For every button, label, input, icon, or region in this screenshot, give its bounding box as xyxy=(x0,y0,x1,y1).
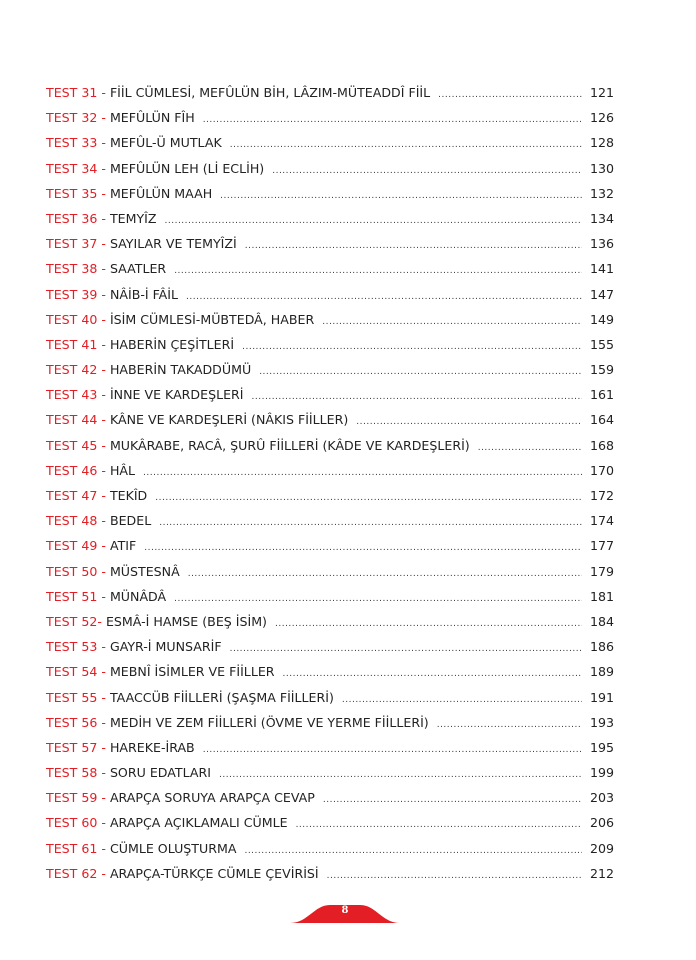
toc-entry xyxy=(46,80,614,105)
toc-entry xyxy=(46,433,614,458)
page-reference: 159 xyxy=(589,362,614,378)
page-reference: 195 xyxy=(589,739,614,755)
toc-entry xyxy=(46,861,614,886)
page-reference: 132 xyxy=(589,185,614,201)
test-separator: - xyxy=(97,85,110,100)
dot-leader xyxy=(155,486,582,511)
dot-leader xyxy=(478,436,582,461)
test-number: TEST 35 xyxy=(46,185,98,201)
page-reference: 191 xyxy=(589,689,614,705)
test-separator: - xyxy=(97,790,110,806)
test-title: BEDEL xyxy=(109,513,152,529)
test-title: SAATLER xyxy=(109,261,167,277)
toc-entry xyxy=(46,508,614,533)
test-number: TEST 32 xyxy=(46,110,98,126)
test-number: TEST 42 xyxy=(46,362,98,378)
page-reference: 170 xyxy=(589,462,614,478)
toc-entry xyxy=(46,357,614,382)
page-reference: 206 xyxy=(589,815,614,831)
test-number: TEST 47 xyxy=(46,488,98,503)
page-reference: 193 xyxy=(589,714,614,730)
dot-leader xyxy=(245,234,582,259)
test-title: İSİM CÜMLESİ-MÜBTEDÂ, HABER xyxy=(109,311,315,327)
page-reference: 177 xyxy=(589,538,614,554)
test-title: HAREKE-İRAB xyxy=(109,739,195,755)
test-separator: - xyxy=(97,513,110,529)
toc-entry xyxy=(46,332,614,357)
test-number: TEST 38 xyxy=(46,261,98,277)
test-title: SORU EDATLARI xyxy=(109,765,211,781)
toc-entry xyxy=(46,105,614,130)
dot-leader xyxy=(174,259,582,284)
test-title: MEDİH VE ZEM FİİLLERİ (ÖVME VE YERME FİİLLERİ) xyxy=(109,714,429,730)
test-number: TEST 53 xyxy=(46,639,98,655)
test-separator: - xyxy=(97,135,110,151)
test-number: TEST 49 xyxy=(46,538,98,554)
test-number: TEST 46 xyxy=(46,462,98,478)
page-reference: 141 xyxy=(589,261,614,277)
test-separator: - xyxy=(97,563,110,579)
test-title: FİİL CÜMLESİ, MEFÛLÜN BİH, LÂZIM-MÜTEADDÎ FİİL xyxy=(109,85,431,100)
test-title: MEFÛLÜN LEH (Lİ ECLİH) xyxy=(109,160,265,176)
page-reference: 212 xyxy=(589,865,614,881)
page-reference: 184 xyxy=(589,613,614,629)
test-number: TEST 43 xyxy=(46,387,98,403)
page-reference: 181 xyxy=(589,588,614,604)
test-title: MÜNÂDÂ xyxy=(109,588,167,604)
test-number: TEST 58 xyxy=(46,765,98,781)
toc-entry xyxy=(46,483,614,508)
test-title: ARAPÇA SORUYA ARAPÇA CEVAP xyxy=(109,790,315,806)
page-reference: 199 xyxy=(589,765,614,781)
dot-leader xyxy=(188,562,582,587)
test-number: TEST 37 xyxy=(46,236,98,252)
dot-leader xyxy=(275,612,582,637)
test-number: TEST 36 xyxy=(46,210,98,226)
page-reference: 174 xyxy=(589,513,614,529)
page-reference: 126 xyxy=(589,110,614,126)
test-separator: - xyxy=(97,387,110,403)
test-title: HÂL xyxy=(109,462,136,478)
page-number: 8 xyxy=(341,905,349,916)
dot-leader xyxy=(144,536,582,561)
toc-entry xyxy=(46,609,614,634)
test-separator: - xyxy=(97,311,110,327)
test-separator: - xyxy=(97,488,110,503)
test-separator: - xyxy=(97,765,110,781)
page-number-tab xyxy=(290,903,400,925)
toc-entry xyxy=(46,785,614,810)
dot-leader xyxy=(322,310,582,335)
test-title: ARAPÇA AÇIKLAMALI CÜMLE xyxy=(109,815,288,831)
test-title: TAACCÜB FİİLLERİ (ŞAŞMA FİİLLERİ) xyxy=(109,689,334,705)
test-title: ESMÂ-İ HAMSE (BEŞ İSİM) xyxy=(105,613,267,629)
test-separator: - xyxy=(97,437,110,453)
test-title: İNNE VE KARDEŞLERİ xyxy=(109,387,244,403)
dot-leader xyxy=(203,108,582,133)
dot-leader xyxy=(143,461,582,486)
dot-leader xyxy=(259,360,582,385)
dot-leader xyxy=(230,133,582,158)
test-title: NÂİB-İ FÂİL xyxy=(109,286,179,302)
test-separator: - xyxy=(97,362,110,378)
page-reference: 149 xyxy=(589,311,614,327)
page-reference: 121 xyxy=(589,85,614,100)
test-title: HABERİN TAKADDÜMÜ xyxy=(109,362,252,378)
test-separator: - xyxy=(97,286,110,302)
test-separator: - xyxy=(97,210,110,226)
test-title: TEMYÎZ xyxy=(109,210,157,226)
test-separator: - xyxy=(97,236,110,252)
test-separator: - xyxy=(97,412,110,428)
test-separator: - xyxy=(97,462,110,478)
test-number: TEST 45 xyxy=(46,437,98,453)
page-reference: 168 xyxy=(589,437,614,453)
toc-entry xyxy=(46,634,614,659)
test-separator: - xyxy=(97,261,110,277)
page-reference: 179 xyxy=(589,563,614,579)
dot-leader xyxy=(437,713,582,738)
test-title: TEKÎD xyxy=(109,488,148,503)
test-title: MEFÛL-Ü MUTLAK xyxy=(109,135,222,151)
test-title: ARAPÇA-TÜRKÇE CÜMLE ÇEVİRİSİ xyxy=(109,865,319,881)
test-separator: - xyxy=(97,714,110,730)
test-title: MUKÂRABE, RACÂ, ŞURÛ FİİLLERİ (KÂDE VE KARDEŞLERİ) xyxy=(109,437,470,453)
test-title: CÜMLE OLUŞTURMA xyxy=(109,840,237,856)
dot-leader xyxy=(296,813,582,838)
page-reference: 209 xyxy=(589,840,614,856)
test-number: TEST 55 xyxy=(46,689,98,705)
test-separator: - xyxy=(97,739,110,755)
test-number: TEST 59 xyxy=(46,790,98,806)
test-number: TEST 34 xyxy=(46,160,98,176)
toc-entry xyxy=(46,407,614,432)
test-number: TEST 62 xyxy=(46,865,98,881)
test-separator: - xyxy=(97,664,110,680)
toc-entry xyxy=(46,307,614,332)
test-number: TEST 50 xyxy=(46,563,98,579)
test-title: MEFÛLÜN FÎH xyxy=(109,110,195,126)
toc-entry xyxy=(46,181,614,206)
page-reference: 189 xyxy=(589,664,614,680)
toc-entry xyxy=(46,282,614,307)
test-number: TEST 51 xyxy=(46,588,98,604)
test-title: SAYILAR VE TEMYÎZİ xyxy=(109,236,237,252)
test-separator: - xyxy=(97,639,110,655)
toc-entry xyxy=(46,760,614,785)
page-reference: 147 xyxy=(589,286,614,302)
test-number: TEST 48 xyxy=(46,513,98,529)
page-reference: 136 xyxy=(589,236,614,252)
test-title: KÂNE VE KARDEŞLERİ (NÂKIS FİİLLER) xyxy=(109,412,349,428)
test-title: MEBNÎ İSİMLER VE FİİLLER xyxy=(109,664,275,680)
test-number: TEST 54 xyxy=(46,664,98,680)
test-separator: - xyxy=(97,110,110,126)
dot-leader xyxy=(242,335,582,360)
dot-leader xyxy=(323,788,582,813)
toc-entry xyxy=(46,458,614,483)
test-number: TEST 39 xyxy=(46,286,98,302)
toc-entry xyxy=(46,231,614,256)
page-reference: 161 xyxy=(589,387,614,403)
test-number: TEST 44 xyxy=(46,412,98,428)
dot-leader xyxy=(203,738,582,763)
toc-entry xyxy=(46,685,614,710)
page-reference: 172 xyxy=(589,488,614,503)
toc-entry xyxy=(46,710,614,735)
toc-entry xyxy=(46,256,614,281)
toc-entry xyxy=(46,156,614,181)
toc-entry xyxy=(46,735,614,760)
test-separator: - xyxy=(97,815,110,831)
toc-entry xyxy=(46,130,614,155)
page-reference: 155 xyxy=(589,336,614,352)
test-number: TEST 31 xyxy=(46,85,98,100)
test-number: TEST 41 xyxy=(46,336,98,352)
toc-entry xyxy=(46,584,614,609)
page-reference: 128 xyxy=(589,135,614,151)
page-reference: 203 xyxy=(589,790,614,806)
dot-leader xyxy=(438,83,582,108)
dot-leader xyxy=(272,159,582,184)
dot-leader xyxy=(220,184,582,209)
test-separator: - xyxy=(97,588,110,604)
test-title: MÜSTESNÂ xyxy=(109,563,180,579)
page-reference: 186 xyxy=(589,639,614,655)
toc-entry xyxy=(46,836,614,861)
table-of-contents xyxy=(46,80,614,886)
test-number: TEST 40 xyxy=(46,311,98,327)
test-number: TEST 61 xyxy=(46,840,98,856)
page-reference: 164 xyxy=(589,412,614,428)
test-separator: - xyxy=(97,160,110,176)
toc-entry xyxy=(46,382,614,407)
test-number: TEST 60 xyxy=(46,815,98,831)
test-number: TEST 57 xyxy=(46,739,98,755)
test-separator: - xyxy=(97,336,110,352)
test-number: TEST 33 xyxy=(46,135,98,151)
test-number: TEST 52- xyxy=(46,613,102,629)
toc-entry xyxy=(46,810,614,835)
toc-entry xyxy=(46,206,614,231)
test-separator: - xyxy=(97,865,110,881)
toc-entry xyxy=(46,533,614,558)
toc-entry xyxy=(46,559,614,584)
test-title: ATIF xyxy=(109,538,137,554)
test-title: HABERİN ÇEŞİTLERİ xyxy=(109,336,235,352)
test-number: TEST 56 xyxy=(46,714,98,730)
test-separator: - xyxy=(97,185,110,201)
test-title: MEFÛLÜN MAAH xyxy=(109,185,213,201)
test-title: GAYR-İ MUNSARİF xyxy=(109,639,222,655)
test-separator: - xyxy=(97,689,110,705)
page-reference: 130 xyxy=(589,160,614,176)
dot-leader xyxy=(327,864,582,889)
toc-entry xyxy=(46,659,614,684)
test-separator: - xyxy=(97,538,110,554)
test-separator: - xyxy=(97,840,110,856)
dot-leader xyxy=(159,511,582,536)
page-reference: 134 xyxy=(589,210,614,226)
